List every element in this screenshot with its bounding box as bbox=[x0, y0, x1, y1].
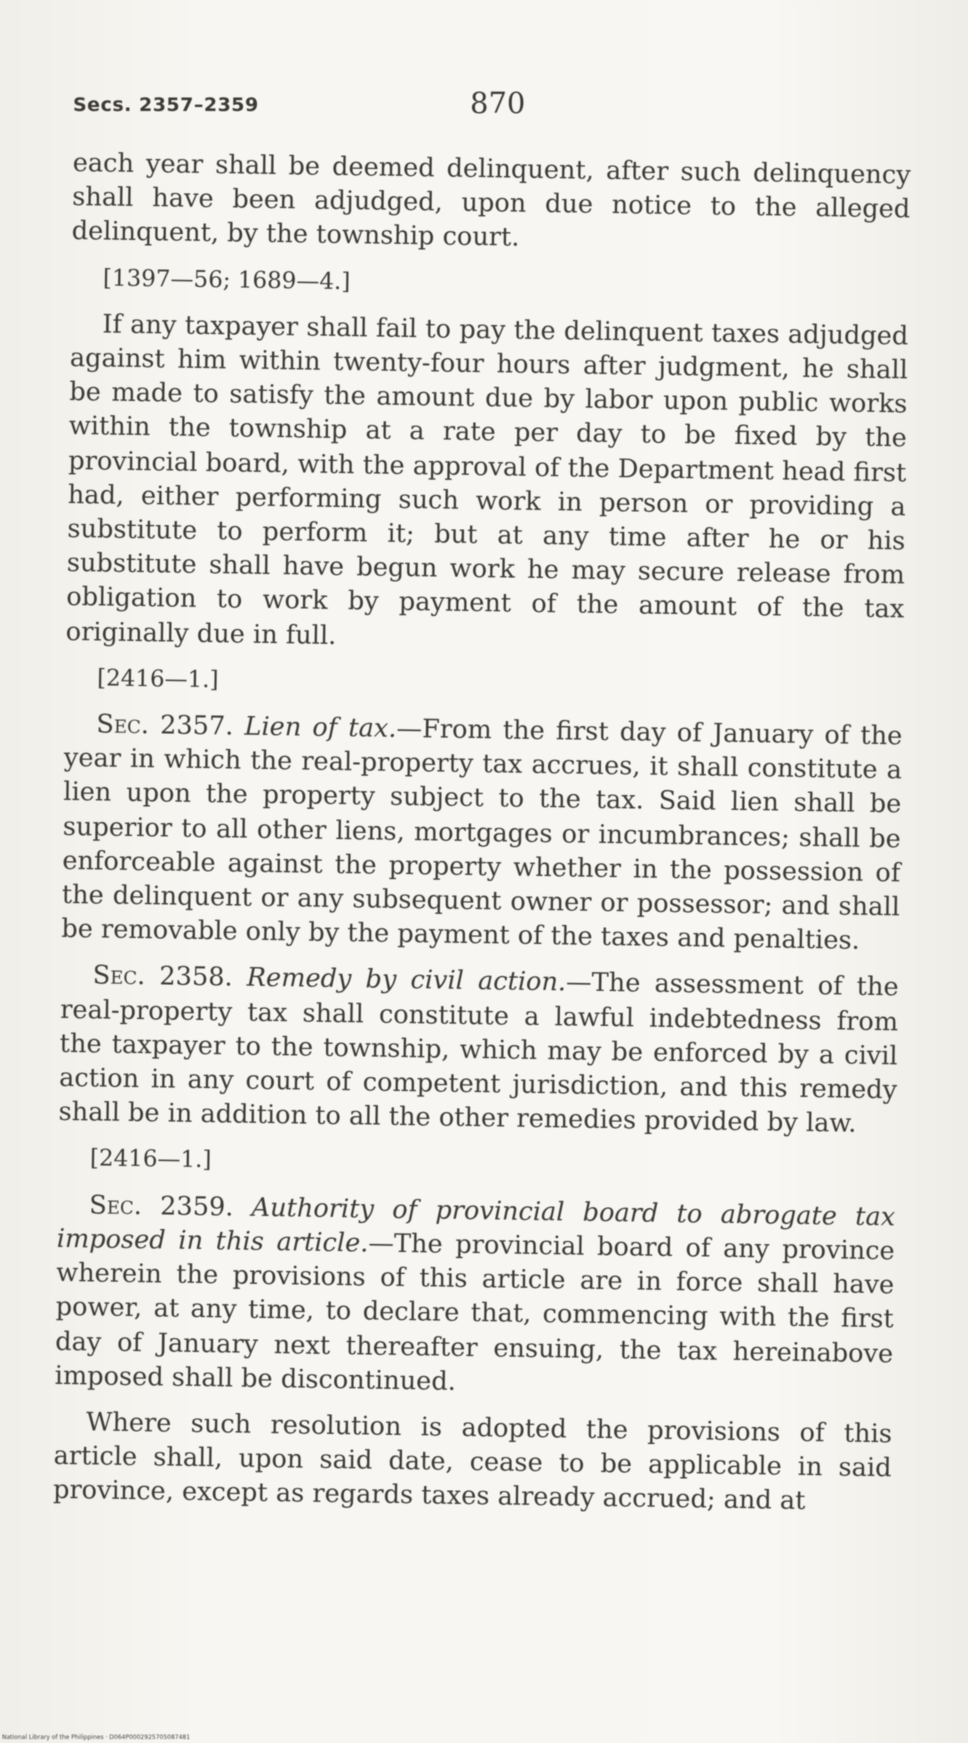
section-catchline: Authority of provincial board to abrogate tax imposed in this article. bbox=[56, 1192, 896, 1259]
citation: [2416—1.] bbox=[96, 665, 219, 694]
citation: [1397—56; 1689—4.] bbox=[102, 265, 351, 295]
section-label: Sec. 2359. bbox=[89, 1190, 234, 1223]
section-text: —From the first day of January of the year in which the real-property tax accrues, it shall constitute a lien upon the property subject to the tax. Said lien shall be superior to all other liens, mortgages or incumbrances; shall be enforceable against the property whether in the possession of the delinquent or any subsequent owner or possessor; and shall be removable only by the payment of the taxes and penalties. bbox=[61, 713, 903, 957]
citation: [2416—1.] bbox=[89, 1145, 212, 1174]
page-number: 870 bbox=[470, 86, 526, 120]
section-2359 bbox=[55, 1188, 896, 1406]
page-header bbox=[73, 86, 913, 126]
section-range: Secs. 2357–2359 bbox=[73, 94, 259, 116]
footer-credit: National Library of the Philippines · D064P0002925705087481 bbox=[2, 1734, 191, 1741]
section-label: Sec. 2358. bbox=[92, 960, 233, 993]
body-text bbox=[53, 146, 911, 1520]
section-label: Sec. 2357. bbox=[96, 709, 234, 742]
section-catchline: Lien of tax. bbox=[244, 711, 397, 744]
section-text: —The provincial board of any province wherein the provisions of this article are in force shall have power, at any time, to declare that, commencing with the first day of January next thereafter ensuing, the tax hereinabove imposed shall be discontinued. bbox=[54, 1228, 895, 1397]
section-2358 bbox=[58, 958, 898, 1141]
section-2357 bbox=[61, 707, 902, 959]
section-text: —The assessment of the real-property tax shall constitute a lawful indebtedness from the taxpayer to the township, which may be enforced by a civil action in any court of competent jurisdiction, and this remedy shall be in addition to all the other remedies provided by law. bbox=[58, 967, 899, 1140]
paragraph-delinquent-labor: If any taxpayer shall fail to pay the delinquent taxes adjudged against him within twenty-four hours after judgment, he shall be made to satisfy the amount due by labor upon public works within the township at a rate per day to be fixed by the provincial board, with the approval of the Department head first had, either performing such work in person or providing a substitute to perform it; but at any time after he or his substitute shall have begun work he may secure release from obligation to work by payment of the amount of the tax originally due in full. bbox=[65, 309, 909, 651]
paragraph-resolution: Where such resolution is adopted the provisions of this article shall, upon said date, cease to be applicable in said province, except as regards taxes already accrued; and at bbox=[52, 1407, 893, 1517]
paragraph-continuation: each year shall be deemed delinquent, after such delinquency shall have been adjudged, upon due notice to the alleged delinquent, by the township court. bbox=[71, 147, 911, 254]
section-catchline: Remedy by civil action. bbox=[246, 963, 567, 998]
